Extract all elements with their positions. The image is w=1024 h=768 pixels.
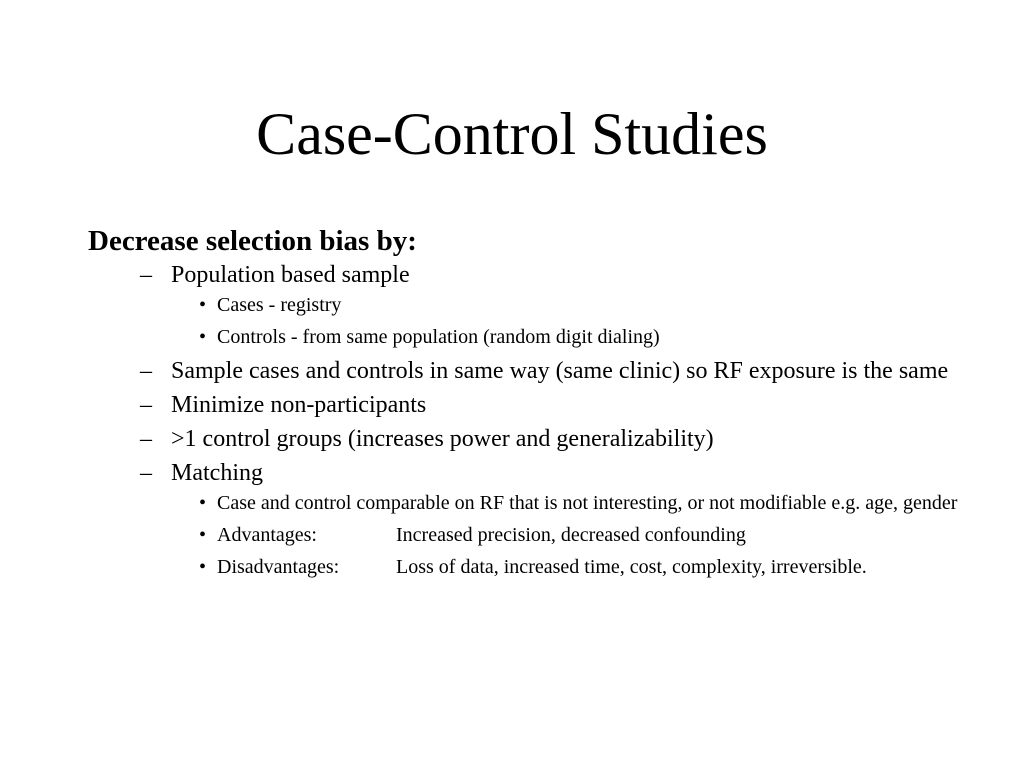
sub-bullet-list bbox=[185, 492, 988, 578]
list-item bbox=[140, 392, 988, 418]
sub-list-item-text: Case and control comparable on RF that is not interesting, or not modifiable e.g. age, gender bbox=[217, 492, 958, 514]
list-item-text: Population based sample bbox=[171, 262, 410, 288]
advantages-row bbox=[217, 524, 988, 546]
advantages-value: Increased precision, decreased confounding bbox=[396, 524, 746, 546]
bullet-list bbox=[140, 262, 988, 578]
disadvantages-row bbox=[217, 556, 988, 578]
list-item bbox=[140, 262, 988, 348]
list-item bbox=[140, 426, 988, 452]
sub-bullet-list bbox=[185, 294, 988, 348]
list-item-text: Sample cases and controls in same way (same clinic) so RF exposure is the same bbox=[171, 358, 949, 384]
sub-list-item-text: Cases - registry bbox=[217, 294, 342, 316]
slide-body bbox=[88, 222, 988, 588]
dash-bullet: – bbox=[140, 262, 152, 288]
list-item-text: >1 control groups (increases power and generalizability) bbox=[171, 426, 714, 452]
sub-list-item-text: Controls - from same population (random digit dialing) bbox=[217, 326, 660, 348]
advantages-label: Advantages: bbox=[217, 524, 317, 546]
dash-bullet: – bbox=[140, 426, 152, 452]
dot-bullet: • bbox=[199, 326, 207, 348]
sub-list-item bbox=[185, 294, 988, 316]
dot-bullet: • bbox=[199, 492, 207, 514]
sub-list-item bbox=[185, 556, 988, 578]
slide-title: Case-Control Studies bbox=[256, 101, 768, 167]
dash-bullet: – bbox=[140, 460, 152, 486]
list-item-text: Matching bbox=[171, 460, 263, 486]
disadvantages-value: Loss of data, increased time, cost, complexity, irreversible. bbox=[396, 556, 867, 578]
dot-bullet: • bbox=[199, 556, 207, 578]
disadvantages-label: Disadvantages: bbox=[217, 556, 340, 578]
sub-list-item bbox=[185, 524, 988, 546]
dash-bullet: – bbox=[140, 358, 152, 384]
list-item bbox=[140, 358, 988, 384]
dot-bullet: • bbox=[199, 294, 207, 316]
sub-list-item bbox=[185, 326, 988, 348]
section-heading: Decrease selection bias by: bbox=[88, 225, 417, 257]
sub-list-item bbox=[185, 492, 988, 514]
list-item-text: Minimize non-participants bbox=[171, 392, 427, 418]
dot-bullet: • bbox=[199, 524, 207, 546]
dash-bullet: – bbox=[140, 392, 152, 418]
list-item bbox=[140, 460, 988, 578]
